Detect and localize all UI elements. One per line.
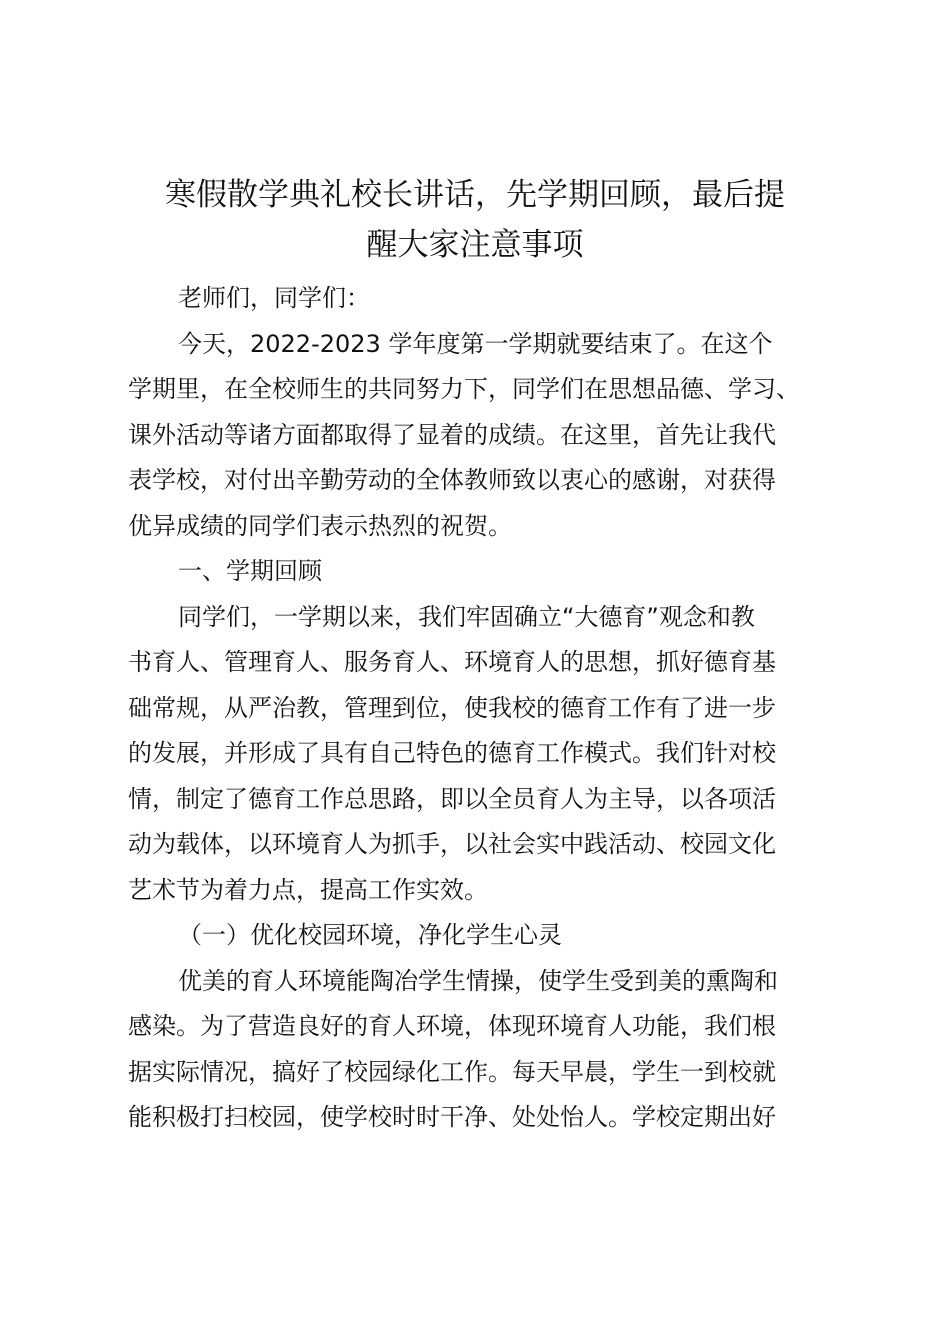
- paragraph-line: 优美的育人环境能陶冶学生情操，使学生受到美的熏陶和: [178, 966, 778, 995]
- title-line: 醒大家注意事项: [366, 227, 584, 263]
- title-line: 寒假散学典礼校长讲话，先学期回顾，最后提: [165, 177, 785, 213]
- paragraph-line: 学期里，在全校师生的共同努力下，同学们在思想品德、学习、: [128, 375, 800, 403]
- document-body: [128, 276, 834, 1141]
- paragraph-line: 课外活动等诸方面都取得了显着的成绩。在这里，首先让我代: [128, 420, 776, 449]
- salutation: 老师们，同学们：: [178, 284, 370, 312]
- paragraph-line: 础常规，从严治教，管理到位，使我校的德育工作有了进一步: [128, 693, 776, 722]
- paragraph-line: 表学校，对付出辛勤劳动的全体教师致以衷心的感谢，对获得: [128, 466, 776, 494]
- subsection-heading: （一）优化校园环境，净化学生心灵: [178, 921, 562, 949]
- section-heading: 一、学期回顾: [178, 557, 322, 585]
- paragraph-line: 情，制定了德育工作总思路，即以全员育人为主导，以各项活: [128, 784, 776, 813]
- paragraph-line: 动为载体，以环境育人为抓手，以社会实中践活动、校园文化: [128, 830, 776, 858]
- paragraph-line: 同学们，一学期以来，我们牢固确立“大德育”观念和教: [178, 602, 755, 631]
- document-title: [110, 170, 840, 270]
- paragraph-line: 优异成绩的同学们表示热烈的祝贺。: [128, 511, 512, 540]
- paragraph-line: 能积极打扫校园，使学校时时干净、处处怡人。学校定期出好: [128, 1103, 776, 1131]
- paragraph-line: 据实际情况，搞好了校园绿化工作。每天早晨，学生一到校就: [128, 1057, 776, 1086]
- paragraph-line: 书育人、管理育人、服务育人、环境育人的思想，抓好德育基: [128, 648, 776, 676]
- paragraph-line: 的发展，并形成了具有自己特色的德育工作模式。我们针对校: [128, 739, 776, 767]
- paragraph-line: 艺术节为着力点，提高工作实效。: [128, 875, 488, 904]
- paragraph-line: 感染。为了营造良好的育人环境，体现环境育人功能，我们根: [128, 1012, 776, 1040]
- paragraph-line: 今天，2022-2023 学年度第一学期就要结束了。在这个: [178, 329, 773, 358]
